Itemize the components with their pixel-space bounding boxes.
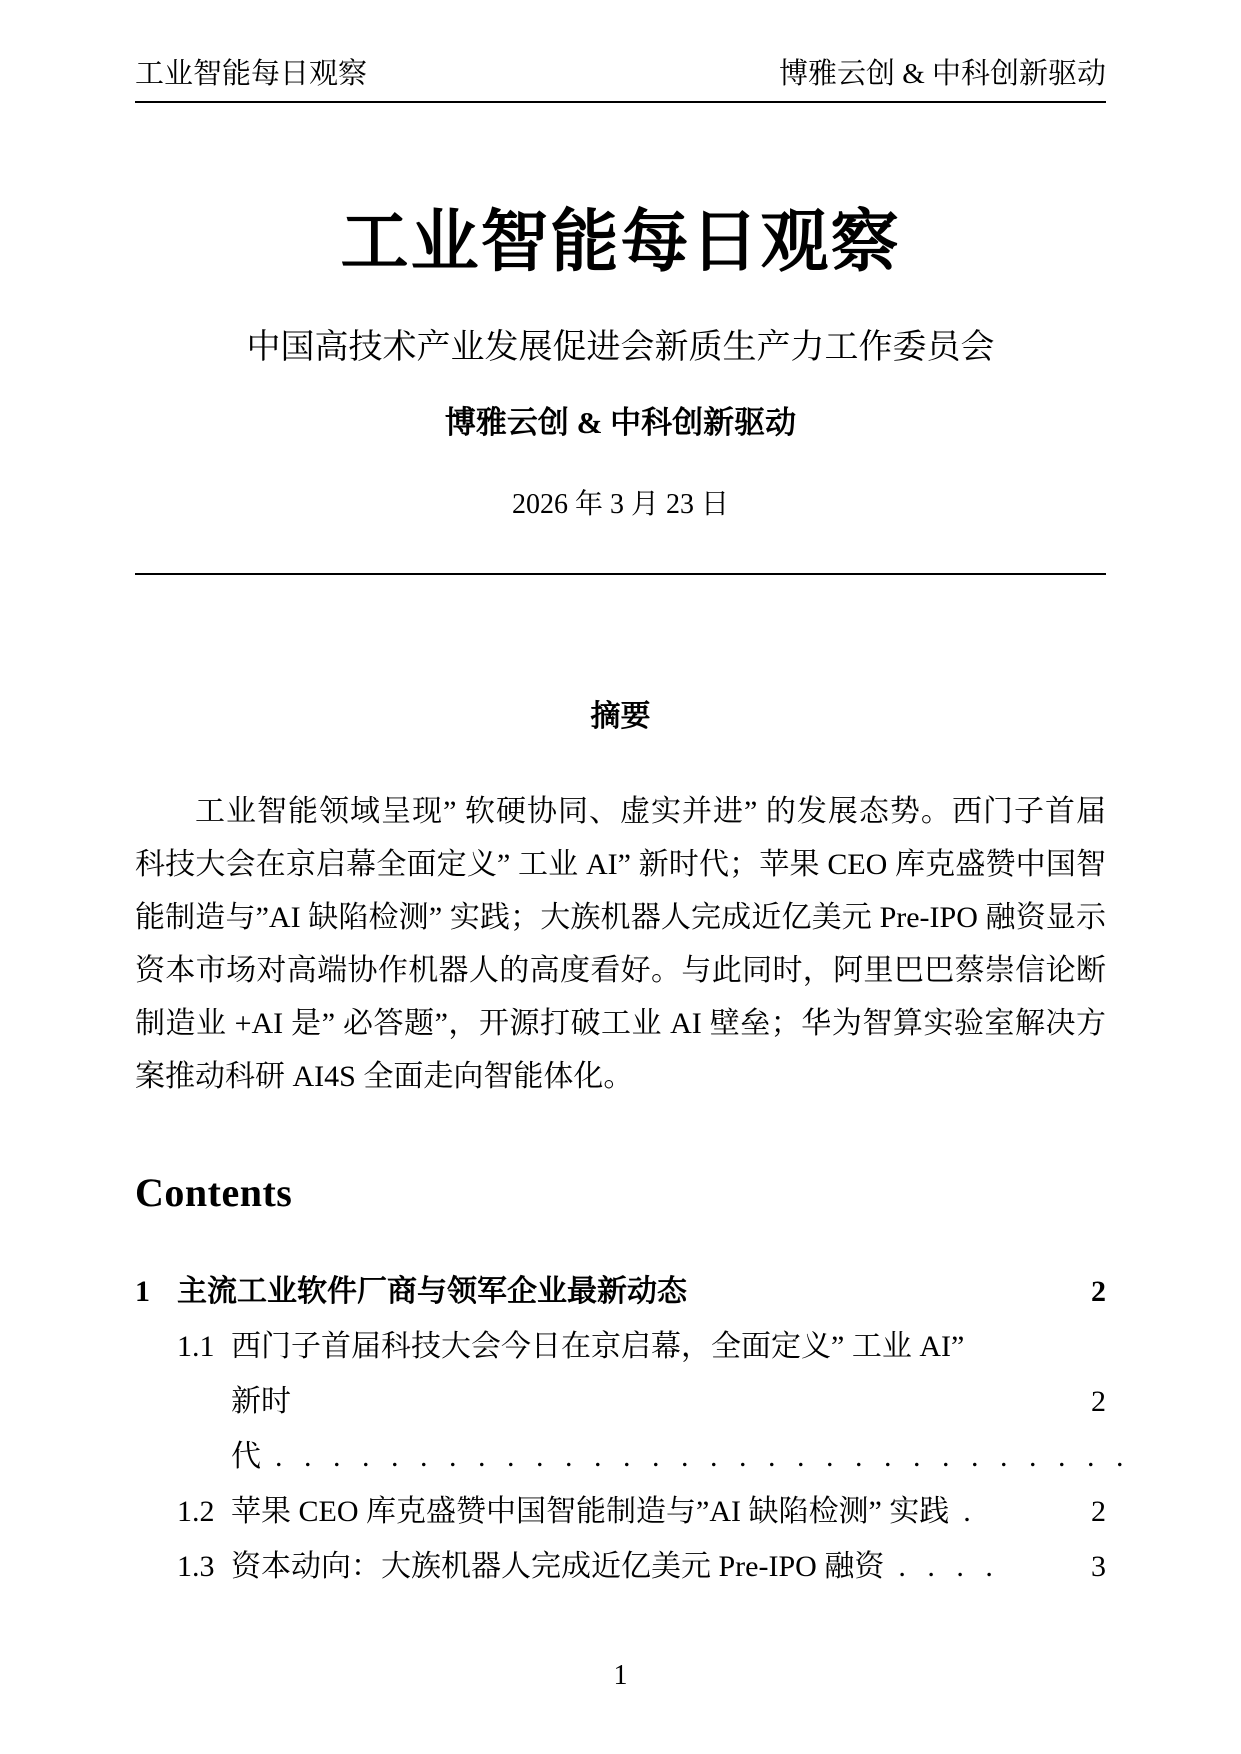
toc-leader-dots: . . . . xyxy=(898,1550,994,1584)
toc-entry-number: 1.1 xyxy=(177,1330,215,1364)
toc-entry-page: 2 xyxy=(1091,1275,1106,1309)
document-title: 工业智能每日观察 xyxy=(340,204,901,281)
toc-entry-1-2[interactable] xyxy=(135,1484,1106,1539)
abstract-text: 工业智能领域呈现” 软硬协同、虚实并进” 的发展态势。西门子首届科技大会在京启幕全面定义” 工业 AI” 新时代；苹果 CEO 库克盛赞中国智能制造与”AI 缺陷检测” 实践；大族机器人完成近亿美元 Pre-IPO 融资显示资本市场对高端协作机器人的高度看好。与此同时，阿里巴巴蔡崇信论断制造业 +AI 是” 必答题”，开源打破工业 AI 壁垒；华为智算实验室解决方案推动科研 AI4S 全面走向智能体化。 xyxy=(135,795,1106,1094)
toc-entry-title: 资本动向：大族机器人完成近亿美元 Pre-IPO 融资 xyxy=(231,1550,885,1584)
toc-entry-number: 1 xyxy=(135,1275,150,1309)
toc-entry-title: 主流工业软件厂商与领军企业最新动态 xyxy=(177,1275,687,1309)
toc-entry-number: 1.3 xyxy=(177,1550,215,1584)
header-rule xyxy=(135,101,1106,103)
page-number: 1 xyxy=(613,1660,628,1691)
running-header-right: 博雅云创 & 中科创新驱动 xyxy=(778,58,1106,90)
title-rule xyxy=(135,573,1106,575)
toc-entry-page: 2 xyxy=(1091,1495,1106,1529)
toc-entry-1-1-line1[interactable] xyxy=(135,1319,1106,1374)
toc-entry-1-3[interactable] xyxy=(135,1539,1106,1594)
toc-entry-title: 新时代 xyxy=(231,1385,291,1474)
document-date: 2026 年 3 月 23 日 xyxy=(511,488,729,520)
toc-entry-number: 1.2 xyxy=(177,1495,215,1529)
running-header-left: 工业智能每日观察 xyxy=(135,58,368,90)
document-authors: 博雅云创 & 中科创新驱动 xyxy=(444,405,797,441)
toc-entry-1-1-line2[interactable] xyxy=(135,1374,1125,1484)
contents-heading: Contents xyxy=(135,1170,293,1216)
toc-entry-page: 2 xyxy=(1091,1385,1106,1419)
page-footer xyxy=(0,1660,1241,1692)
toc-leader-dots: . xyxy=(963,1495,972,1529)
abstract-heading: 摘要 xyxy=(590,700,651,734)
toc-entry-section-1[interactable] xyxy=(135,1264,1106,1319)
table-of-contents xyxy=(135,1264,1125,1594)
toc-entry-title: 西门子首届科技大会今日在京启幕，全面定义” 工业 AI” xyxy=(231,1330,965,1364)
toc-entry-title: 苹果 CEO 库克盛赞中国智能制造与”AI 缺陷检测” 实践 xyxy=(231,1495,950,1529)
toc-leader-dots: . . . . . . . . . . . . . . . . . . . . . . . . . . . . . . xyxy=(275,1440,1125,1474)
running-header xyxy=(135,0,1106,91)
document-subtitle: 中国高技术产业发展促进会新质生产力工作委员会 xyxy=(246,328,995,366)
toc-entry-page: 3 xyxy=(1091,1550,1106,1584)
